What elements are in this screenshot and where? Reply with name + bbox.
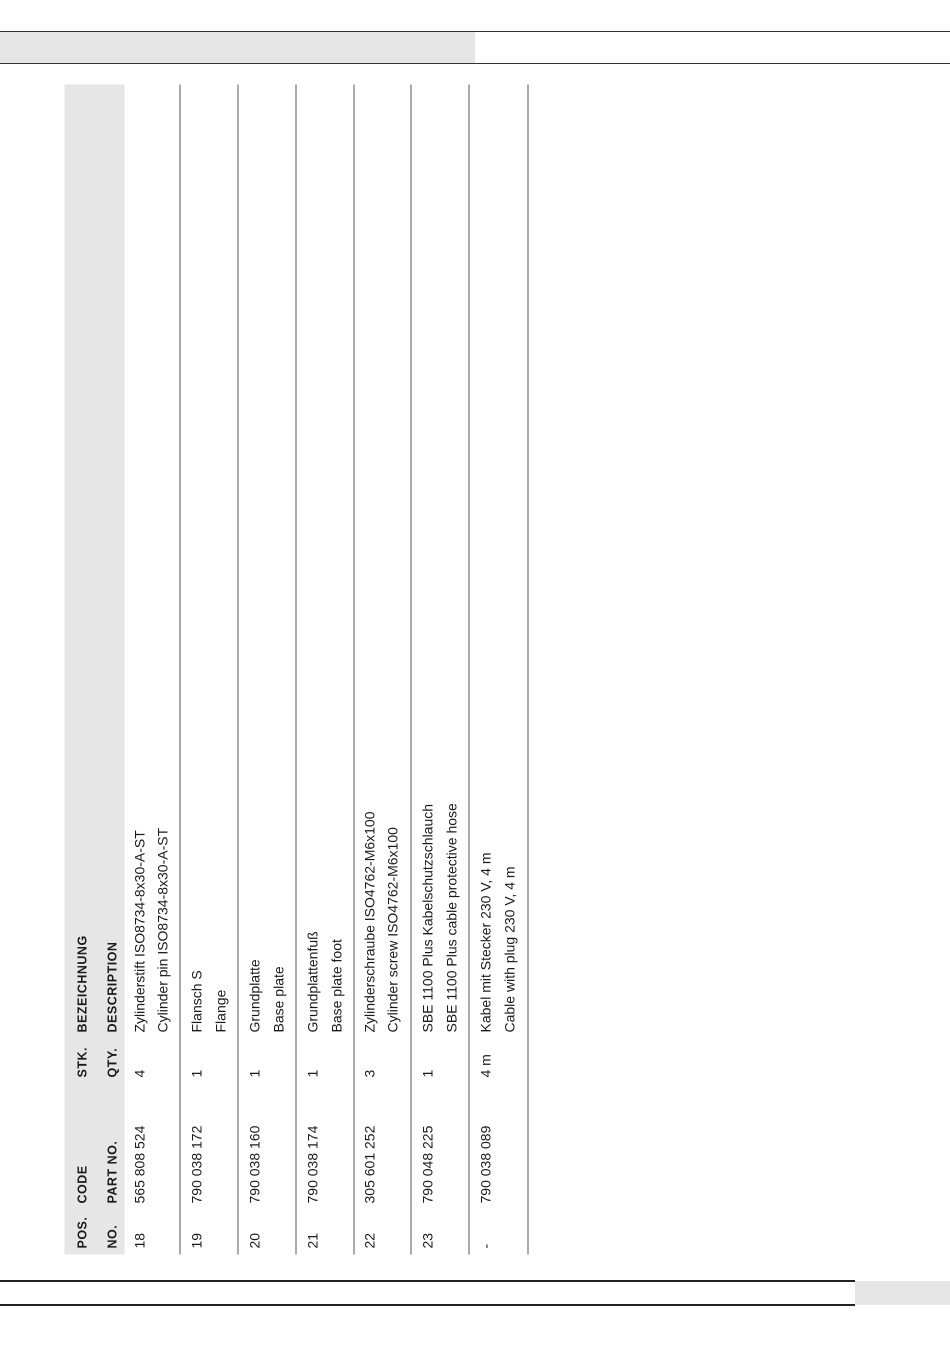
header-stk: STK.	[75, 1047, 90, 1078]
row-desc-en: SBE 1100 Plus cable protective hose	[443, 803, 460, 1033]
row-code: 790 038 174	[304, 1125, 321, 1204]
header-rule-bottom	[0, 63, 950, 64]
header-bezeichnung: BEZEICHNUNG	[75, 935, 90, 1033]
footer-rule-bottom	[0, 1304, 855, 1306]
row-pos: 23	[419, 1232, 436, 1249]
row-code: 790 038 089	[477, 1125, 494, 1204]
row-desc-de: Zylinderschraube ISO4762-M6x100	[361, 811, 378, 1033]
header-description: DESCRIPTION	[105, 941, 120, 1033]
header-code: CODE	[75, 1165, 90, 1204]
header-pos: POS.	[75, 1216, 90, 1249]
row-qty: 4	[131, 1069, 148, 1078]
row-code: 790 048 225	[419, 1125, 436, 1204]
row-separator	[469, 85, 470, 1255]
parts-table	[65, 85, 530, 1255]
row-pos: 21	[304, 1232, 321, 1249]
row-desc-de: Zylinderstift ISO8734-8x30-A-ST	[131, 830, 148, 1033]
row-qty: 1	[246, 1069, 263, 1078]
row-pos: 19	[188, 1232, 205, 1249]
row-desc-de: Grundplatte	[246, 959, 263, 1033]
row-desc-de: Flansch S	[188, 970, 205, 1033]
footer-rule-top	[0, 1280, 855, 1282]
row-qty: 4 m	[477, 1054, 494, 1078]
header-gray-band	[0, 32, 475, 63]
row-code: 565 808 524	[131, 1125, 148, 1204]
row-pos: -	[477, 1243, 494, 1249]
row-desc-de: SBE 1100 Plus Kabelschutzschlauch	[419, 803, 436, 1033]
row-pos: 20	[246, 1232, 263, 1249]
row-pos: 18	[131, 1232, 148, 1249]
row-separator	[411, 85, 412, 1255]
row-pos: 22	[361, 1232, 378, 1249]
footer-gray-band	[855, 1281, 950, 1305]
row-desc-de: Grundplattenfuß	[304, 931, 321, 1033]
row-separator	[296, 85, 297, 1255]
header-qty: QTY.	[105, 1047, 120, 1078]
row-desc-en: Cylinder screw ISO4762-M6x100	[384, 827, 401, 1033]
row-desc-en: Flange	[212, 989, 229, 1033]
row-separator	[354, 85, 355, 1255]
row-desc-en: Cable with plug 230 V, 4 m	[501, 866, 518, 1033]
row-qty: 1	[419, 1069, 436, 1078]
row-desc-en: Base plate foot	[328, 939, 345, 1033]
row-desc-de: Kabel mit Stecker 230 V, 4 m	[477, 852, 494, 1033]
row-code: 305 601 252	[361, 1125, 378, 1204]
row-code: 790 038 172	[188, 1125, 205, 1204]
row-separator	[180, 85, 181, 1255]
row-qty: 3	[361, 1069, 378, 1078]
row-desc-en: Base plate	[270, 966, 287, 1033]
row-separator	[528, 85, 529, 1255]
header-no: NO.	[105, 1224, 120, 1249]
row-code: 790 038 160	[246, 1125, 263, 1204]
table-header-band	[65, 85, 125, 1255]
row-qty: 1	[304, 1069, 321, 1078]
header-part-no: PART NO.	[105, 1140, 120, 1204]
row-desc-en: Cylinder pin ISO8734-8x30-A-ST	[154, 827, 171, 1033]
row-qty: 1	[188, 1069, 205, 1078]
row-separator	[238, 85, 239, 1255]
